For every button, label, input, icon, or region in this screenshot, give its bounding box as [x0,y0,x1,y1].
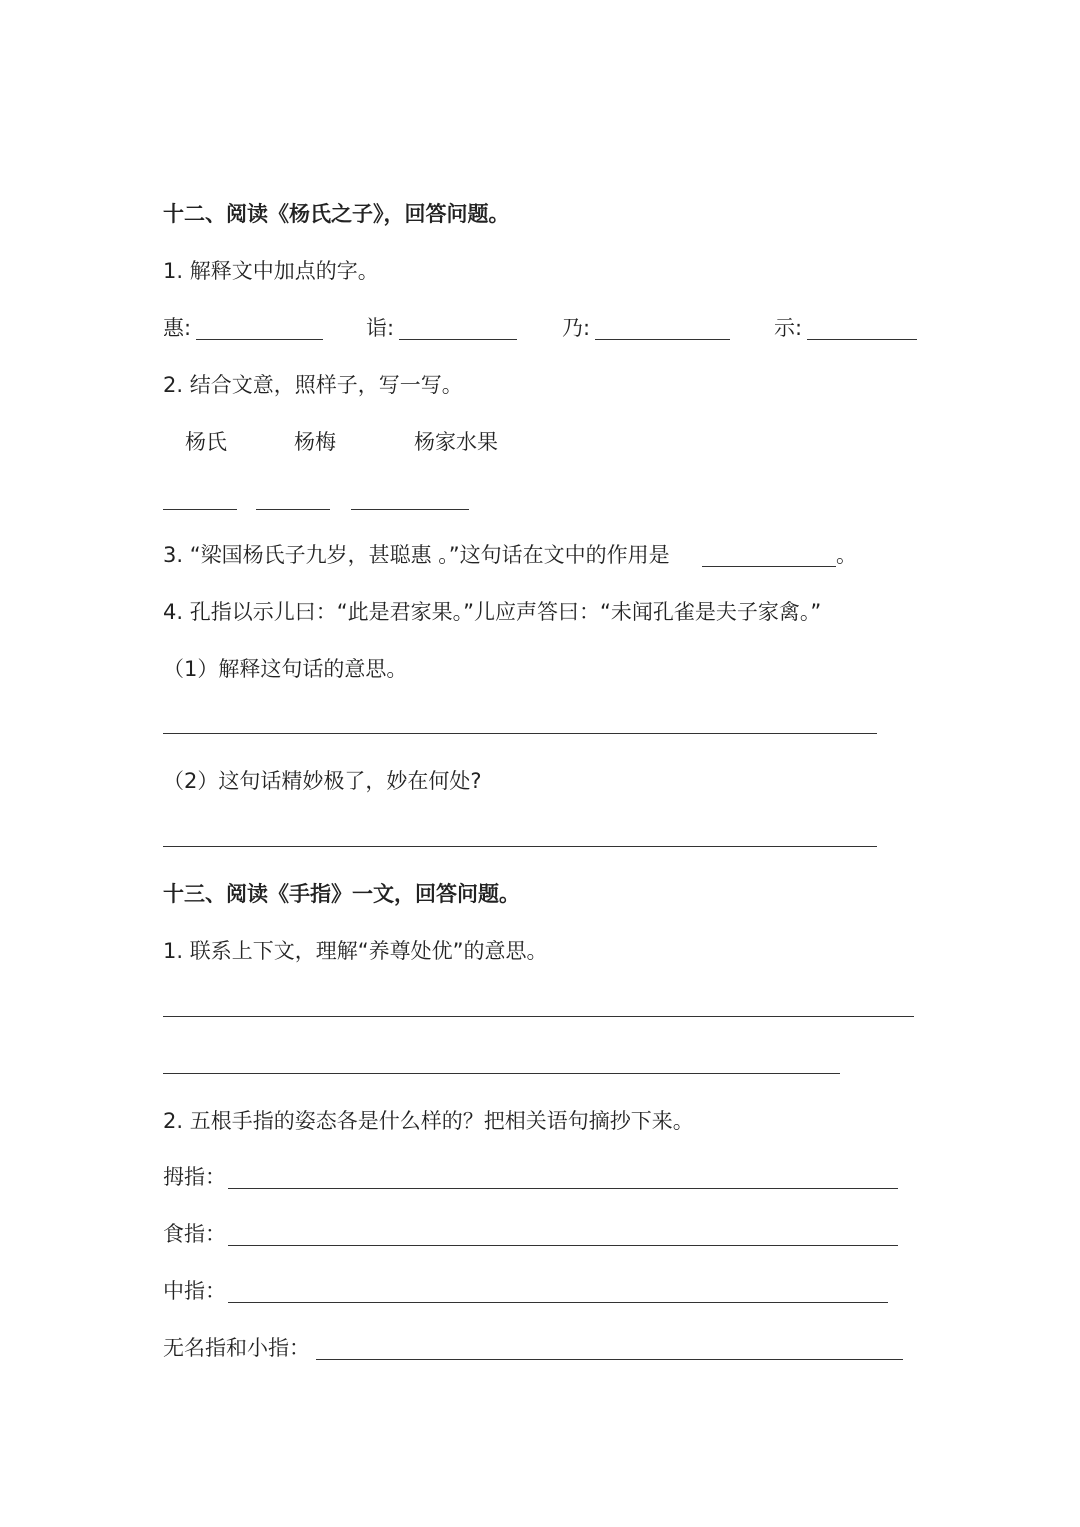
finger-label-ring-little: 无名指和小指： [163,1336,310,1360]
answer-line-q2-1[interactable] [163,509,237,510]
s12-q2-word-1: 杨氏 [185,430,227,454]
s12-q3-end: 。 [836,543,857,567]
answer-line-q3[interactable] [702,566,836,567]
s13-question-2: 2. 五根手指的姿态各是什么样的？把相关语句摘抄下来。 [163,1109,694,1133]
s12-question-2: 2. 结合文意，照样子，写一写。 [163,373,463,397]
s12-question-3: 3. “梁国杨氏子九岁，甚聪惠 。”这句话在文中的作用是 [163,543,670,567]
answer-line-index[interactable] [228,1245,898,1246]
answer-line-q4-1[interactable] [163,733,877,734]
s12-question-4: 4. 孔指以示儿曰：“此是君家果。”儿应声答曰：“未闻孔雀是夫子家禽。” [163,600,822,624]
answer-line-yi[interactable] [399,339,517,340]
finger-label-thumb: 拇指： [163,1165,226,1189]
s12-q1-item-yi: 诣: [366,316,395,340]
section13-title: 十三、阅读《手指》一文，回答问题。 [163,882,520,906]
answer-line-q4-2[interactable] [163,846,877,847]
answer-line-s13-q1-1[interactable] [163,1016,914,1017]
s12-q4-sub-1: （1）解释这句话的意思。 [163,657,408,681]
s12-q2-word-3: 杨家水果 [414,430,498,454]
answer-line-hui[interactable] [196,339,323,340]
s12-q4-sub-2: （2）这句话精妙极了，妙在何处? [163,769,482,793]
section12-title: 十二、阅读《杨氏之子》，回答问题。 [163,202,510,226]
s12-q1-item-hui: 惠: [163,316,192,340]
answer-line-shi[interactable] [807,339,917,340]
answer-line-q2-3[interactable] [351,509,469,510]
answer-line-thumb[interactable] [228,1188,898,1189]
s12-question-1: 1. 解释文中加点的字。 [163,259,379,283]
answer-line-s13-q1-2[interactable] [163,1073,840,1074]
finger-label-middle: 中指： [163,1279,226,1303]
s12-q1-item-nai: 乃: [562,316,591,340]
answer-line-middle[interactable] [228,1302,888,1303]
answer-line-ring-little[interactable] [316,1359,903,1360]
finger-label-index: 食指： [163,1222,226,1246]
answer-line-q2-2[interactable] [256,509,330,510]
answer-line-nai[interactable] [595,339,730,340]
s12-q2-word-2: 杨梅 [294,430,336,454]
s12-q1-item-shi: 示: [774,316,803,340]
s13-question-1: 1. 联系上下文，理解“养尊处优”的意思。 [163,939,548,963]
